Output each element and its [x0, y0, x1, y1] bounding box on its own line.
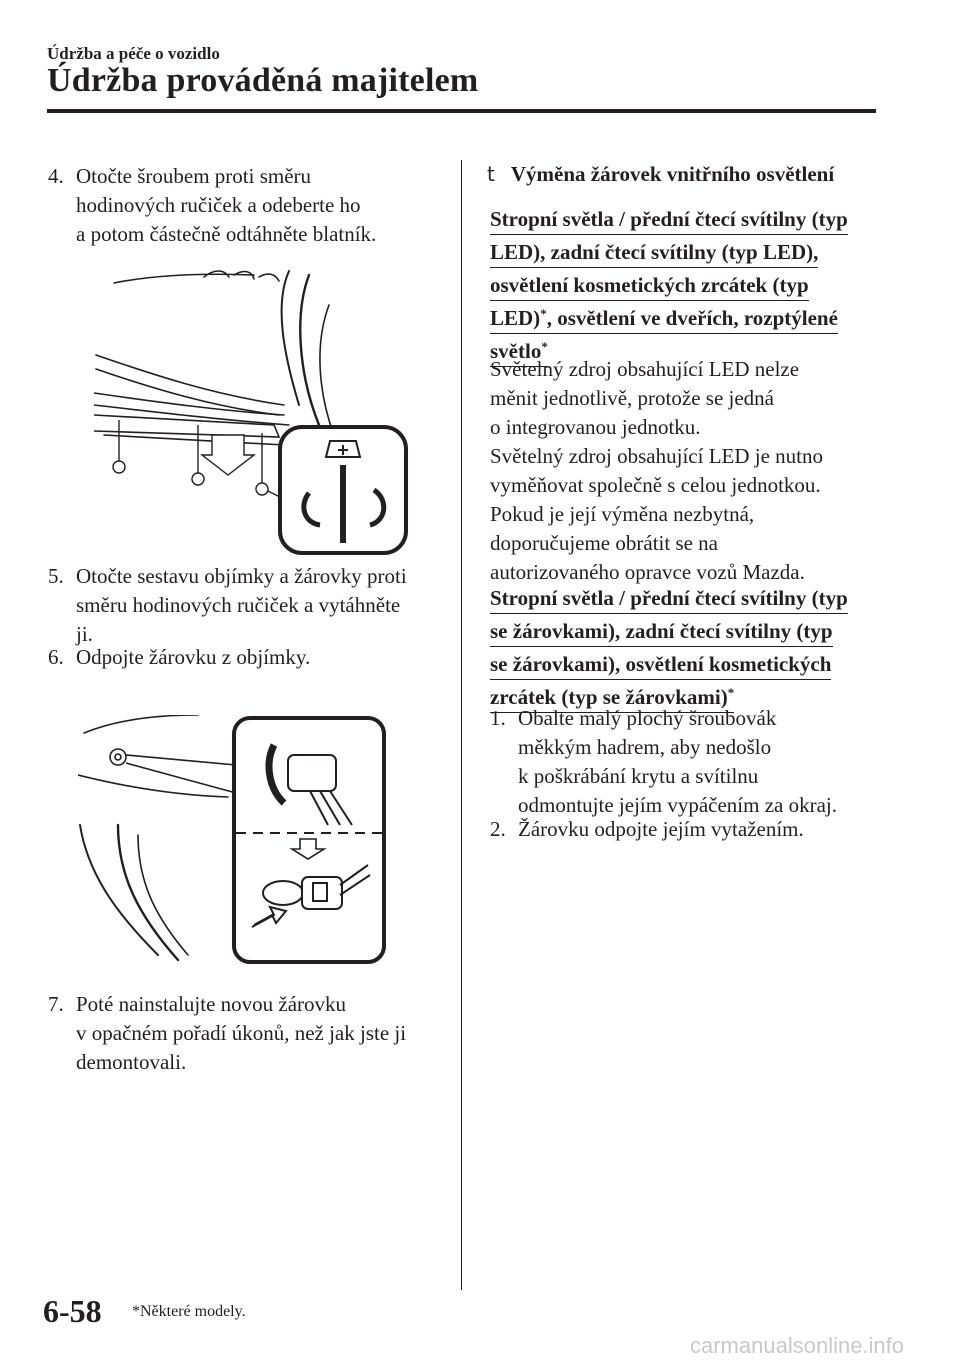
heading-line: LED), zadní čtecí svítilny (typ LED), [490, 237, 818, 268]
step-number: 2. [490, 817, 506, 841]
heading-line: Stropní světla / přední čtecí svítilny (typ [490, 204, 848, 235]
heading-line: se žárovkami), osvětlení kosmetických [490, 649, 831, 680]
watermark: carmanualsonline.info [690, 1333, 905, 1358]
step-number: 7. [48, 992, 64, 1016]
subsection-title [487, 160, 834, 189]
heading-line: LED)*, osvětlení ve dveřích, rozptýlené [490, 303, 838, 334]
footnote-asterisk: * [727, 685, 735, 700]
heading-line: se žárovkami), zadní čtecí svítilny (typ [490, 616, 833, 647]
heading-led-type [490, 204, 848, 369]
subsection-title-text: Výměna žárovek vnitřního osvětlení [510, 162, 835, 186]
step-text: Žárovku odpojte jejím vytažením. [518, 817, 804, 841]
heading-bulb-type [490, 583, 848, 715]
heading-line: světlo* [490, 336, 548, 367]
step-text: Odpojte žárovku z objímky. [76, 645, 311, 669]
footnote: *Některé modely. [132, 1303, 246, 1320]
heading-line: zrcátek (typ se žárovkami)* [490, 682, 734, 713]
step-number: 5. [48, 564, 64, 588]
header-rule [47, 109, 876, 113]
step-text: Poté nainstalujte novou žárovku v opačném pořadí úkonů, než jak jste ji demontovali. [76, 992, 407, 1074]
section-bullet: t [487, 162, 495, 186]
step-text: Otočte šroubem proti směru hodinových ručiček a odeberte ho a potom částečně odtáhněte blatník. [76, 164, 377, 246]
bulb-socket-illustration [78, 715, 388, 965]
column-divider [461, 160, 462, 1290]
step-text: Obalte malý plochý šroubovák měkkým hadrem, aby nedošlo k poškrábání krytu a svítilnu odmontujte jejím vypáčením za okraj. [518, 706, 837, 817]
bumper-screw-illustration [94, 265, 414, 555]
step-number: 1. [490, 706, 506, 730]
section-label: Údržba a péče o vozidlo [47, 44, 220, 63]
footnote-asterisk: * [540, 306, 547, 321]
step-text: Otočte sestavu objímky a žárovky proti směru hodinových ručiček a vytáhněte ji. [76, 564, 407, 646]
heading-line: Stropní světla / přední čtecí svítilny (typ [490, 583, 848, 614]
step-number: 4. [48, 164, 64, 188]
heading-line: osvětlení kosmetických zrcátek (typ [490, 270, 809, 301]
step-number: 6. [48, 645, 64, 669]
page-title: Údržba prováděná majitelem [47, 62, 479, 99]
footnote-asterisk: * [541, 339, 548, 354]
page-number: 6-58 [43, 1293, 102, 1329]
led-description: Světelný zdroj obsahující LED nelze měnit jednotlivě, protože se jedná o integrovanou jednotku. Světelný zdroj obsahující LED je nutno vyměňovat společně s celou jednotkou. Pokud je její výměna nezbytná, doporučujeme obrátit se na autorizovaného opravce vozů Mazda. [490, 357, 824, 584]
